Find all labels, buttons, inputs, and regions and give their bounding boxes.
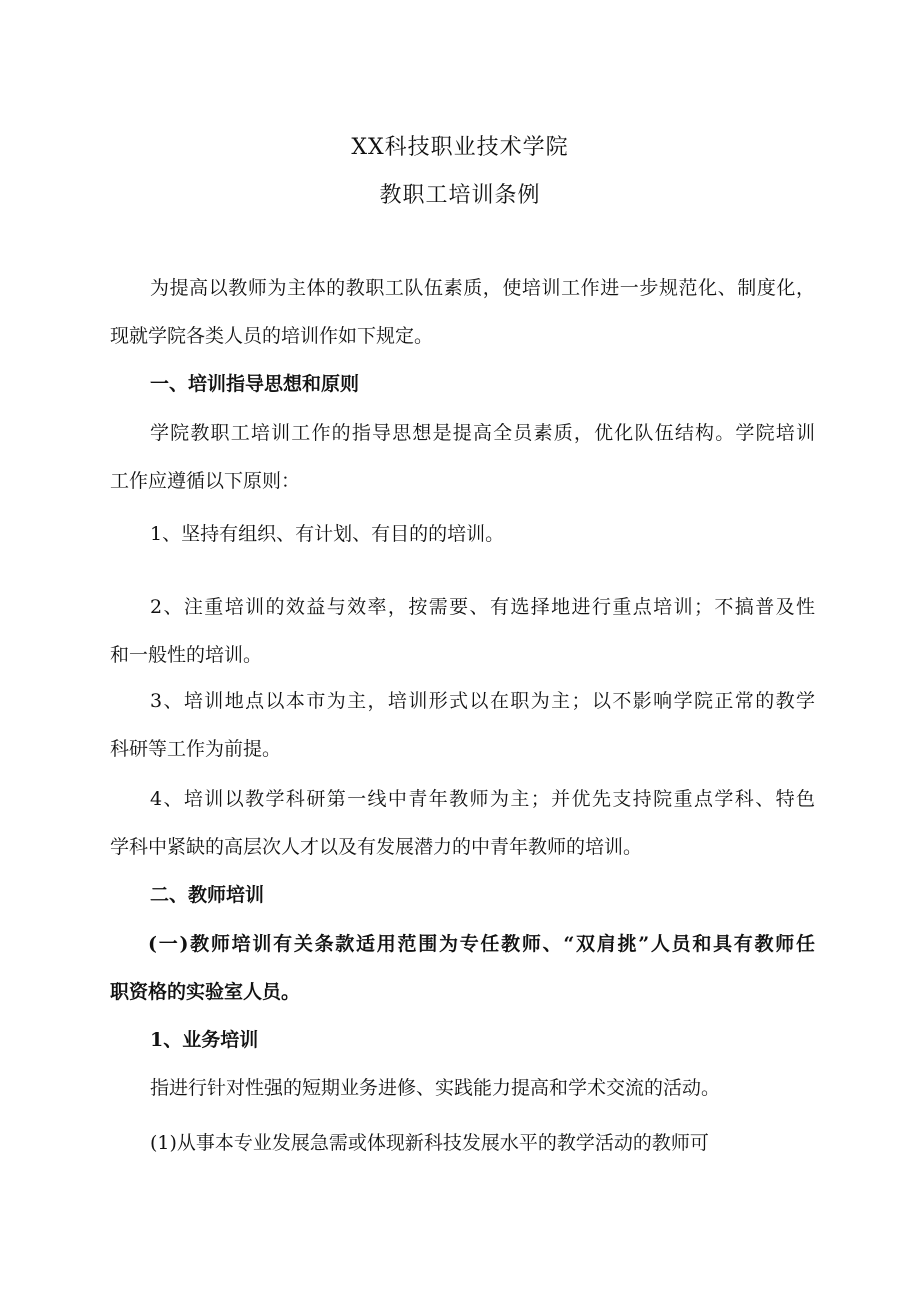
intro-paragraph-line1: 为提高以教师为主体的教职工队伍素质，使培训工作进一步规范化、制度化， bbox=[150, 277, 815, 299]
subsection1-line1: (一)教师培训有关条款适用范围为专任教师、“双肩挑”人员和具有教师任 bbox=[148, 933, 815, 955]
principle-1: 1、坚持有组织、有计划、有目的的培训。 bbox=[150, 523, 505, 545]
document-title-line2: 教职工培训条例 bbox=[379, 183, 541, 208]
principle-4-line2: 学科中紧缺的高层次人才以及有发展潜力的中青年教师的培训。 bbox=[110, 836, 643, 858]
principle-3-line1: 3、培训地点以本市为主，培训形式以在职为主；以不影响学院正常的教学 bbox=[150, 690, 815, 712]
item1-heading: 1、业务培训 bbox=[150, 1029, 259, 1051]
section1-paragraph-line1: 学院教职工培训工作的指导思想是提高全员素质，优化队伍结构。学院培训 bbox=[150, 422, 815, 444]
document-title-line1: XX科技职业技术学院 bbox=[351, 135, 569, 160]
section2-heading: 二、教师培训 bbox=[150, 884, 265, 906]
principle-2-line1: 2、注重培训的效益与效率，按需要、有选择地进行重点培训；不搞普及性 bbox=[150, 596, 815, 618]
principle-3-line2: 科研等工作为前提。 bbox=[110, 738, 282, 760]
item1-paragraph: 指进行针对性强的短期业务进修、实践能力提高和学术交流的活动。 bbox=[150, 1077, 721, 1099]
section1-paragraph-line2: 工作应遵循以下原则： bbox=[110, 470, 301, 492]
item1-subitem1: (1)从事本专业发展急需或体现新科技发展水平的教学活动的教师可 bbox=[150, 1132, 709, 1154]
intro-paragraph-line2: 现就学院各类人员的培训作如下规定。 bbox=[110, 325, 434, 347]
subsection1-line2: 职资格的实验室人员。 bbox=[110, 981, 301, 1003]
principle-2-line2: 和一般性的培训。 bbox=[110, 644, 263, 666]
section1-heading: 一、培训指导思想和原则 bbox=[150, 373, 360, 395]
principle-4-line1: 4、培训以教学科研第一线中青年教师为主；并优先支持院重点学科、特色 bbox=[150, 788, 815, 810]
